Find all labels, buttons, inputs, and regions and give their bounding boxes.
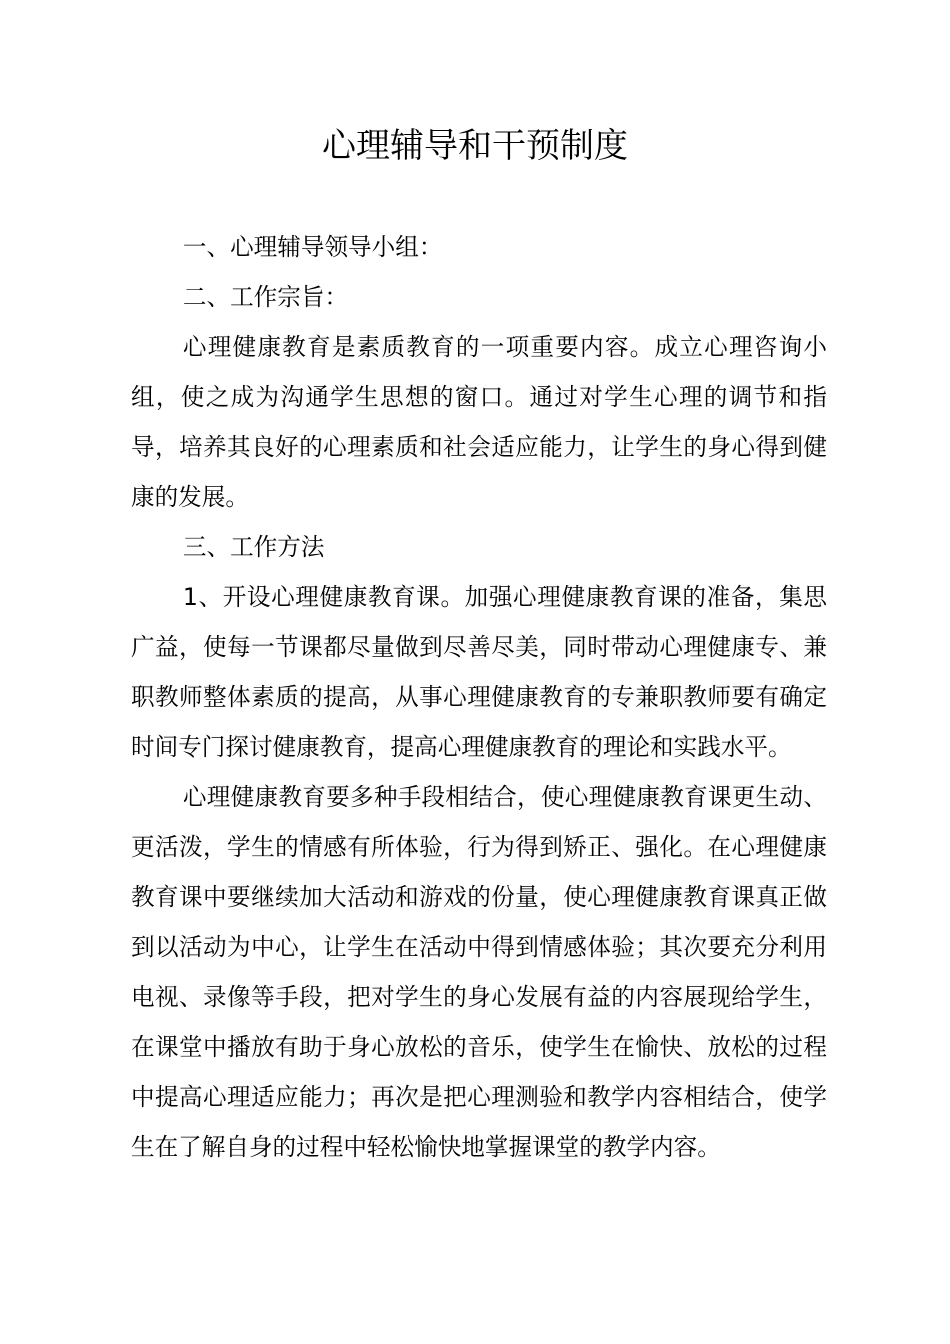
section-heading-methods: 三、工作方法 [182,533,325,561]
document-title: 心理辅导和干预制度 [322,126,628,166]
section-heading-purpose: 二、工作宗旨： [182,283,349,311]
section-heading-leadership-group: 一、心理辅导领导小组： [182,233,443,261]
paragraph-method-course: 1、开设心理健康教育课。加强心理健康教育课的准备，集思广益，使每一节课都尽量做到尽善尽美，同时带动心理健康专、兼职教师整体素质的提高，从事心理健康教育的专兼职教师要有确定时间专门探讨健康教育，提高心理健康教育的理论和实践水平。 [131,583,827,761]
paragraph-method-combined: 心理健康教育要多种手段相结合，使心理健康教育课更生动、更活泼，学生的情感有所体验，行为得到矫正、强化。在心理健康教育课中要继续加大活动和游戏的份量，使心理健康教育课真正做到以活动为中心，让学生在活动中得到情感体验；其次要充分利用电视、录像等手段，把对学生的身心发展有益的内容展现给学生，在课堂中播放有助于身心放松的音乐，使学生在愉快、放松的过程中提高心理适应能力；再次是把心理测验和教学内容相结合，使学生在了解自身的过程中轻松愉快地掌握课堂的教学内容。 [131,783,827,1161]
document-body [131,222,827,1172]
paragraph-purpose: 心理健康教育是素质教育的一项重要内容。成立心理咨询小组，使之成为沟通学生思想的窗口。通过对学生心理的调节和指导，培养其良好的心理素质和社会适应能力，让学生的身心得到健康的发展。 [131,333,827,511]
